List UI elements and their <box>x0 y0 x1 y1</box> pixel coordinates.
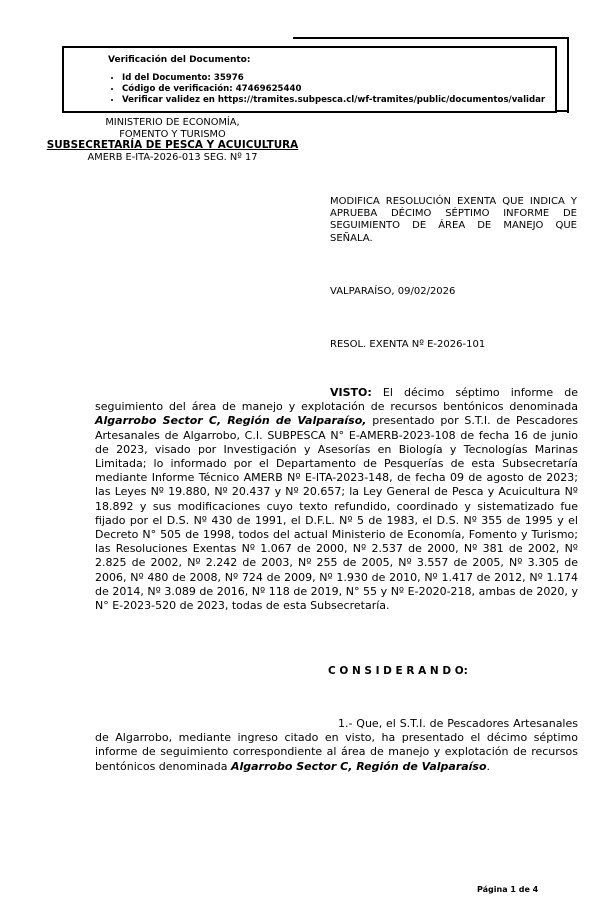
amerb-reference: AMERB E-ITA-2026-013 SEG. Nº 17 <box>87 151 258 163</box>
verification-box <box>62 46 557 113</box>
resolution-number: RESOL. EXENTA Nº E-2026-101 <box>330 339 486 350</box>
ministry-line-1: MINISTERIO DE ECONOMÍA, <box>105 117 240 128</box>
verification-list <box>108 73 555 106</box>
verification-item-code: • Código de verificación: 47469625440 <box>122 84 555 95</box>
considerando-item-1: 1.- Que, el S.T.I. de Pescadores Artesanales de Algarrobo, mediante ingreso citado en visto, ha presentado el décimo séptimo informe de seguimiento correspondiente al área de manejo y explotación de recursos bentónicos denominada Algarrobo Sector C, Región de Valparaíso. <box>95 717 578 773</box>
subsecretaria-line: SUBSECRETARÍA DE PESCA Y ACUICULTURA <box>46 139 299 151</box>
visto-paragraph: VISTO: El décimo séptimo informe de seguimiento del área de manejo y explotación de recursos bentónicos denominada Algarrobo Sector C, Región de Valparaíso, presentado por S.T.I. de Pescadores Artesanales de Algarrobo, C.I. SUBPESCA N° E-AMERB-2023-108 de fecha 16 de junio de 2023, visado por Investigación y Asesorías en Biología y Tecnologías Marinas Limitada; lo informado por el Departamento de Pesquerías de esta Subsecretaría mediante Informe Técnico AMERB Nº E-ITA-2023-148, de fecha 09 de agosto de 2023; las Leyes Nº 19.880, Nº 20.437 y Nº 20.657; la Ley General de Pesca y Acuicultura Nº 18.892 y sus modificaciones cuyo texto refundido, coordinado y sistematizado fue fijado por el D.S. Nº 430 de 1991, el D.F.L. Nº 5 de 1983, el D.S. Nº 355 de 1995 y el Decreto N° 505 de 1998, todos del actual Ministerio de Economía, Fomento y Turismo; las Resoluciones Exentas Nº 1.067 de 2000, Nº 2.537 de 2000, Nº 381 de 2002, Nº 2.825 de 2002, Nº 2.242 de 2003, Nº 255 de 2005, Nº 3.557 de 2005, Nº 3.305 de 2006, Nº 480 de 2008, Nº 724 de 2009, Nº 1.930 de 2010, Nº 1.417 de 2012, Nº 1.174 de 2014, Nº 3.089 de 2016, Nº 118 de 2019, N° 55 y Nº E-2020-218, ambas de 2020, y N° E-2023-520 de 2023, todas de esta Subsecretaría. <box>95 386 578 613</box>
letterhead <box>20 117 325 163</box>
verification-item-url: • Verificar validez en https://tramites.subpesca.cl/wf-tramites/public/documentos/validar <box>122 95 555 106</box>
box-border-artifact-top <box>293 37 569 39</box>
place-date: VALPARAÍSO, 09/02/2026 <box>330 286 456 297</box>
ministry-line-2: FOMENTO Y TURISMO <box>119 128 226 140</box>
resolution-subject: MODIFICA RESOLUCIÓN EXENTA QUE INDICA Y APRUEBA DÉCIMO SÉPTIMO INFORME DE SEGUIMIENTO DE ÁREA DE MANEJO QUE SEÑALA. <box>330 196 577 244</box>
box-border-artifact-right <box>567 37 569 113</box>
considerando-heading: C O N S I D E R A N D O: <box>328 665 468 677</box>
box-border-artifact-bottom <box>556 110 569 112</box>
page-indicator: Página 1 de 4 <box>477 885 539 894</box>
verification-item-document-id: • Id del Documento: 35976 <box>122 73 555 84</box>
verification-box-title: Verificación del Documento: <box>108 55 251 65</box>
